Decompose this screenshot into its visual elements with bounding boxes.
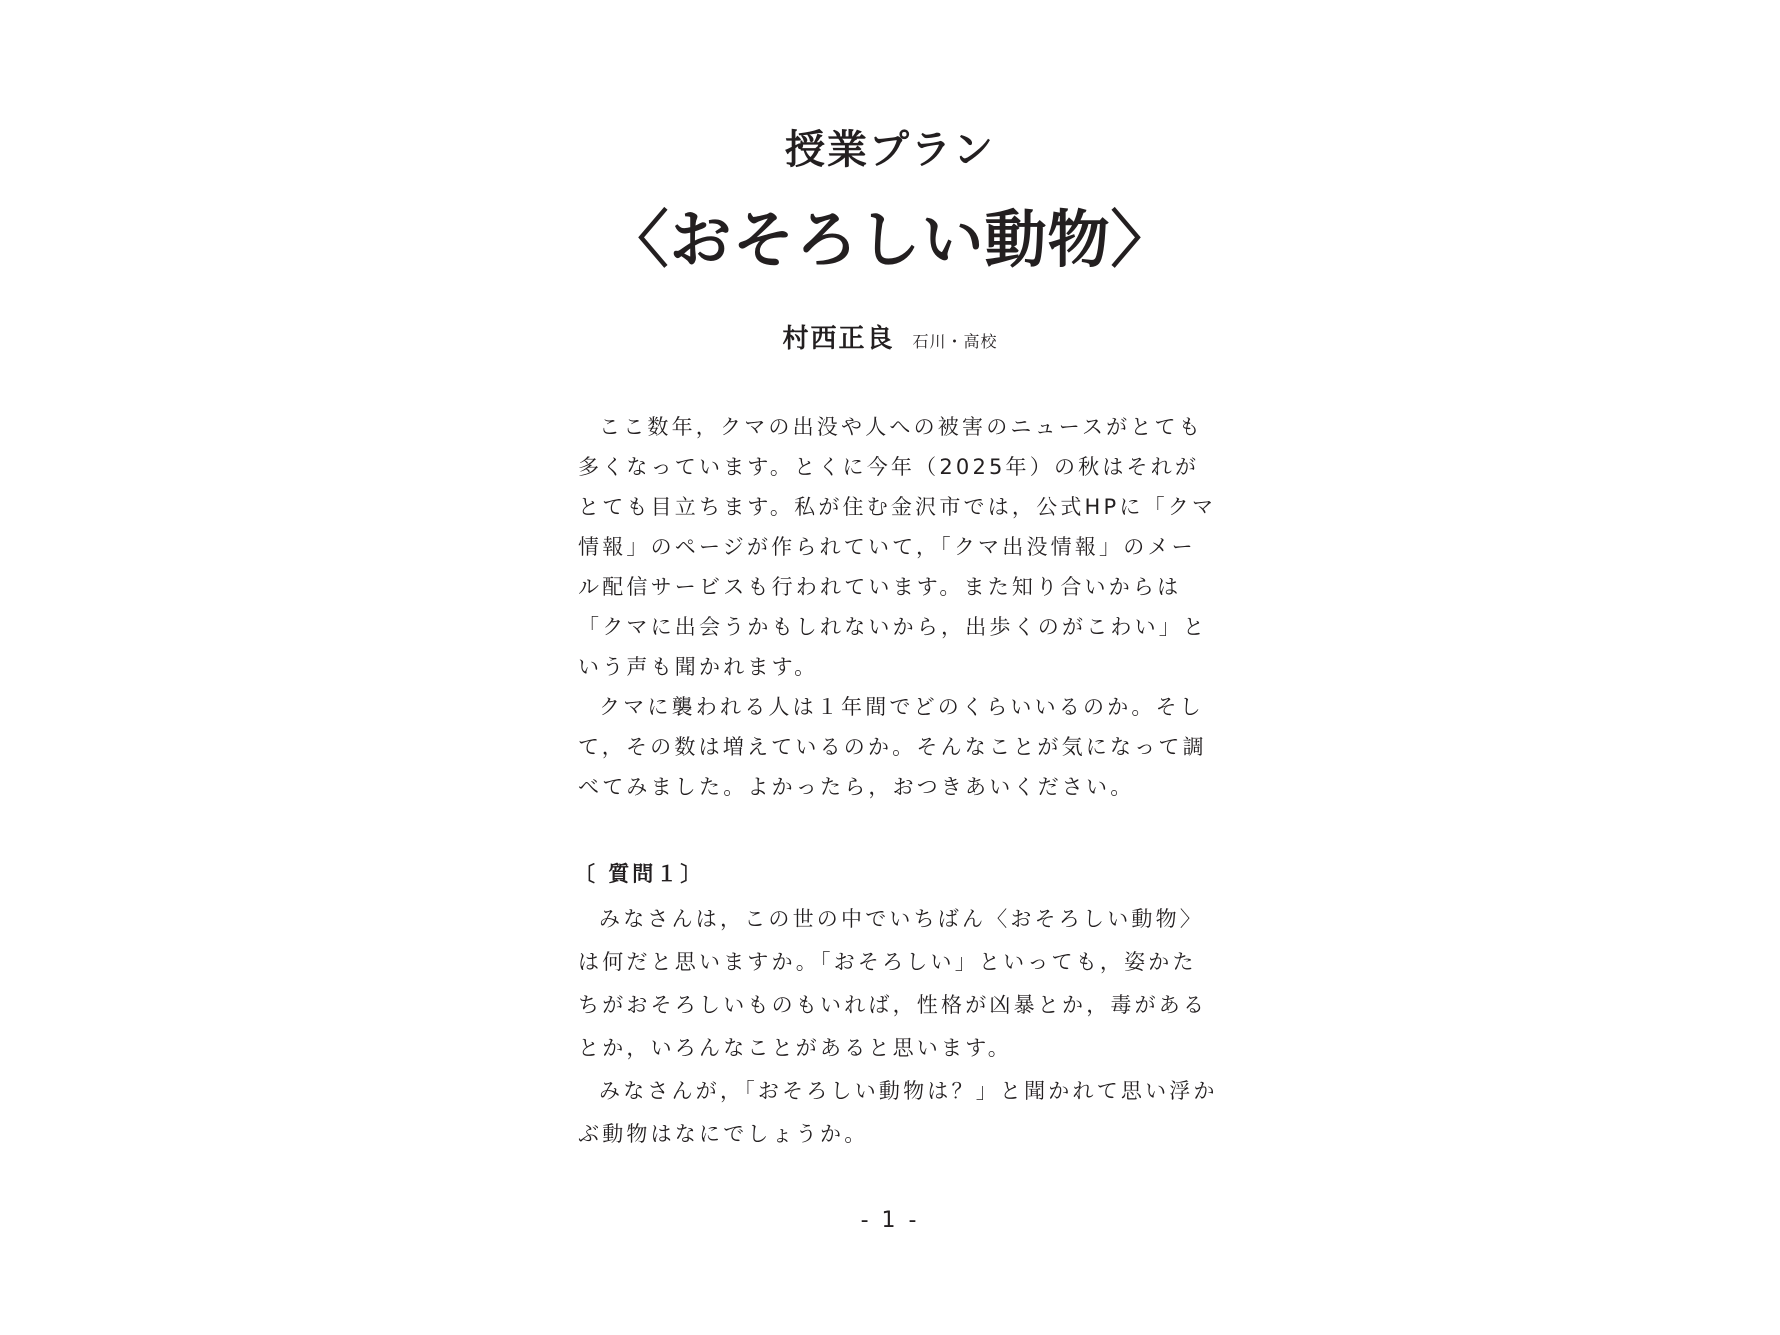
- page-title: 〈おそろしい動物〉: [606, 203, 1174, 276]
- page-number: - 1 -: [860, 1208, 920, 1233]
- question-1-heading: 〔 質問１〕: [574, 862, 705, 886]
- intro-paragraph: クマに襲われる人は１年間でどのくらいいるのか。そして，その数は増えているのか。そんなことが気になって調べてみました。よかったら，おつきあいください。: [578, 695, 1207, 799]
- author-name: 村西正良: [782, 324, 895, 354]
- question-1-body: [578, 898, 1218, 1156]
- question-paragraph: みなさんは，この世の中でいちばん〈おそろしい動物〉は何だと思いますか。「おそろしい」といっても，姿かたちがおそろしいものもいれば，性格が凶暴とか，毒があるとか，いろんなことがあると思います。: [578, 907, 1208, 1060]
- author-line: [0, 318, 1780, 355]
- intro-section: [578, 407, 1218, 807]
- author-affiliation: 石川・高校: [912, 332, 998, 351]
- question-paragraph: みなさんが，「おそろしい動物は？」と聞かれて思い浮かぶ動物はなにでしょうか。: [578, 1079, 1218, 1146]
- intro-paragraph: ここ数年，クマの出没や人への被害のニュースがとても多くなっています。とくに今年（2025年）の秋はそれがとても目立ちます。私が住む金沢市では，公式HPに「クマ情報」のページが作られていて，「クマ出没情報」のメール配信サービスも行われています。また知り合いからは「クマに出会うかもしれないから，出歩くのがこわい」という声も聞かれます。: [578, 415, 1217, 679]
- page-subtitle: 授業プラン: [785, 127, 995, 173]
